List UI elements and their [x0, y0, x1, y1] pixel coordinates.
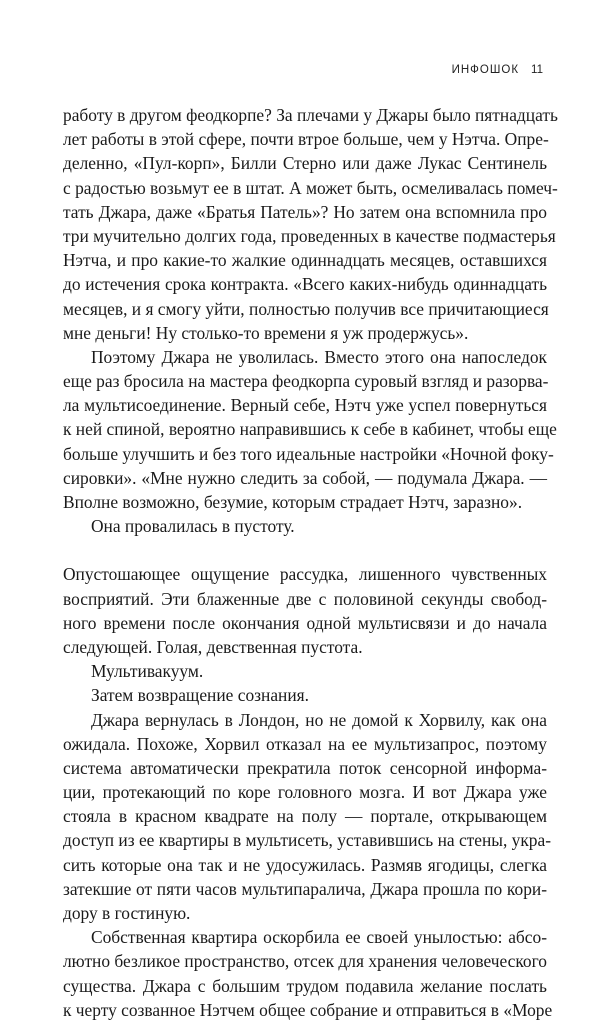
text-line: лет работы в этой сфере, почти втрое больше, чем у Нэтча. Опре- [63, 129, 549, 150]
body-text [63, 103, 558, 1022]
text-line: тать Джара, даже «Братья Патель»? Но затем она вспомнила про [63, 201, 547, 222]
text-line: с радостью возьмут ее в штат. А может быть, осмеливалась помеч- [63, 177, 558, 198]
text-line: стояла в красном квадрате на полу — портале, открывающем [63, 806, 547, 827]
text-line: Собственная квартира оскорбила ее своей унылостью: абсо- [91, 927, 547, 948]
text-line: ожидала. Похоже, Хорвил отказал на ее мультизапрос, поэтому [63, 733, 547, 754]
paragraph [63, 683, 547, 707]
text-line: работу в другом феодкорпе? За плечами у Джары было пятнадцать [63, 105, 558, 125]
paragraph [63, 345, 557, 514]
text-line: месяцев, и я смогу уйти, полностью получив все причитающиеся [63, 298, 549, 319]
text-line: восприятий. Эти блаженные две с половиной секунды свобод- [63, 588, 547, 609]
paragraph [63, 562, 547, 659]
text-line: до истечения срока контракта. «Всего каких-нибудь одиннадцать [63, 274, 547, 295]
text-line: сить которые она так и не удосужилась. Размяв ягодицы, слегка [63, 854, 547, 875]
paragraph [63, 103, 558, 345]
running-title: ИНФОШОК [451, 64, 520, 76]
text-line: ного времени после окончания одной мультисвязи и до начала [63, 612, 547, 633]
text-line: Джара вернулась в Лондон, но не домой к Хорвилу, как она [91, 709, 547, 730]
text-line: Она провалилась в пустоту. [91, 516, 295, 537]
text-line: деленно, «Пул-корп», Билли Стерно или даже Лукас Сентинель [63, 153, 547, 174]
text-line: Мультивакуум. [91, 661, 204, 682]
paragraph [63, 514, 547, 538]
text-line: следующей. Голая, девственная пустота. [63, 636, 363, 657]
text-line: Нэтча, и про какие-то жалкие одиннадцать месяцев, оставшихся [63, 250, 547, 271]
text-line: ла мультисоединение. Верный себе, Нэтч уже успел повернуться [63, 395, 547, 416]
running-head [452, 64, 543, 76]
section-break [63, 538, 547, 562]
text-line: Поэтому Джара не уволилась. Вместо этого она напоследок [91, 346, 547, 367]
text-line: доступ из ее квартиры в мультисеть, уставившись на стены, укра- [63, 830, 552, 851]
text-line: лютно безликое пространство, отсек для хранения человеческого [63, 951, 547, 972]
page-number: 11 [531, 64, 543, 76]
text-line: еще раз бросила на мастера феодкорпа суровый взгляд и разорва- [63, 371, 549, 392]
text-line: к ней спиной, вероятно направившись к себе в кабинет, чтобы еще [63, 419, 557, 440]
text-line: мне деньги! Ну столько-то времени я уж продержусь». [63, 322, 469, 343]
text-line: к черту созванное Нэтчем общее собрание и отправиться в «Море [63, 999, 553, 1020]
paragraph [63, 925, 553, 1022]
paragraph [63, 708, 552, 926]
text-line: затекшие от пяти часов мультипаралича, Джара прошла по кори- [63, 878, 547, 899]
text-line: существа. Джара с большим трудом подавила желание послать [63, 975, 547, 996]
text-line: ции, протекающий по коре головного мозга. И вот Джара уже [63, 782, 547, 803]
text-line: Затем возвращение сознания. [91, 685, 309, 706]
text-line: сировки». «Мне нужно следить за собой, — подумала Джара. — [63, 467, 547, 488]
text-line: три мучительно долгих года, проведенных в качестве подмастерья [63, 225, 556, 246]
text-line: Вполне возможно, безумие, которым страдает Нэтч, заразно». [63, 492, 523, 512]
text-line: дору в гостиную. [63, 903, 191, 923]
text-line: Опустошающее ощущение рассудка, лишенного чувственных [63, 564, 547, 585]
text-line: система автоматически прекратила поток сенсорной информа- [63, 757, 547, 778]
paragraph [63, 659, 547, 683]
text-line: больше улучшить и без того идеальные настройки «Ночной фоку- [63, 443, 554, 464]
